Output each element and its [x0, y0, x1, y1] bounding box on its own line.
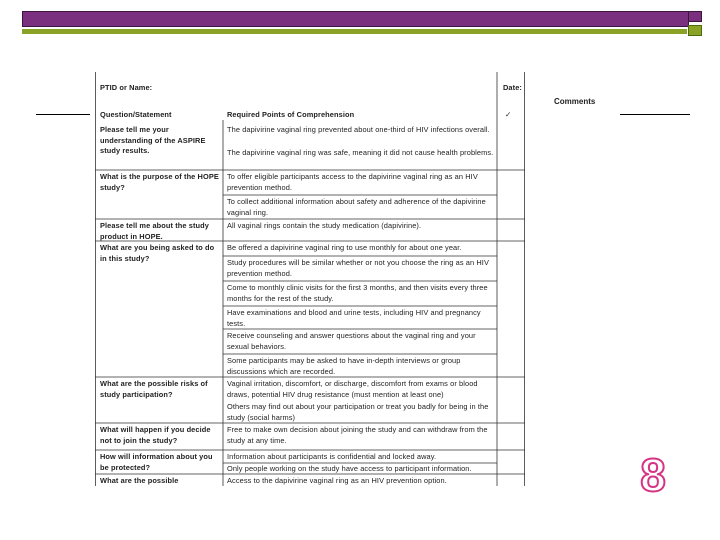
accent-line	[22, 29, 687, 34]
corner-square-top	[688, 11, 702, 22]
point-asked-3: Come to monthly clinic visits for the first 3 months, and then visits every three months for the rest of the study.	[227, 283, 488, 303]
point-asked-1: Be offered a dapivirine vaginal ring to use monthly for about one year.	[227, 243, 462, 252]
question-header: Question/Statement	[100, 110, 172, 119]
question-benefits: What are the possible	[100, 476, 179, 485]
question-asked: What are you being asked to do in this study?	[100, 243, 215, 263]
point-benefits-1: Access to the dapivirine vaginal ring as an HIV prevention option.	[227, 476, 447, 485]
point-asked-4: Have examinations and blood and urine tests, including HIV and pregnancy tests.	[227, 308, 481, 328]
left-rule	[36, 114, 90, 115]
point-purpose-1: To offer eligible participants access to the dapivirine vaginal ring as an HIV prevention method.	[227, 172, 478, 192]
title-bar	[22, 11, 689, 27]
question-product: Please tell me about the study product in HOPE.	[100, 221, 209, 241]
checkmark-icon: ✓	[505, 110, 512, 119]
point-risks-1: Vaginal irritation, discomfort, or discharge, discomfort from exams or blood draws, potential HIV drug resistance (must mention at least one)	[227, 379, 478, 399]
point-asked-6: Some participants may be asked to have in-depth interviews or group discussions which are recorded.	[227, 356, 461, 376]
point-aspire-1: The dapivirine vaginal ring prevented about one-third of HIV infections overall.	[227, 125, 490, 134]
page-number: 8	[640, 449, 666, 501]
point-product-1: All vaginal rings contain the study medication (dapivirine).	[227, 221, 422, 230]
point-protection-2: Only people working on the study have access to participant information.	[227, 464, 472, 473]
point-purpose-2: To collect additional information about safety and adherence of the dapivirine vaginal ring.	[227, 197, 486, 217]
corner-square-bottom	[688, 25, 702, 36]
points-header: Required Points of Comprehension	[227, 110, 355, 119]
right-rule	[620, 114, 690, 115]
point-protection-1: Information about participants is confidential and locked away.	[227, 452, 437, 461]
question-aspire: Please tell me your understanding of the ASPIRE study results.	[100, 125, 206, 155]
comprehension-checklist	[95, 72, 525, 486]
question-purpose: What is the purpose of the HOPE study?	[100, 172, 219, 192]
point-asked-2: Study procedures will be similar whether or not you choose the ring as an HIV prevention method.	[227, 258, 489, 278]
question-risks: What are the possible risks of study participation?	[100, 379, 208, 399]
point-asked-5: Receive counseling and answer questions about the vaginal ring and your sexual behaviors.	[227, 331, 476, 351]
question-decline: What will happen if you decide not to join the study?	[100, 425, 211, 445]
point-decline-1: Free to make own decision about joining the study and can withdraw from the study at any time.	[227, 425, 488, 445]
point-aspire-2: The dapivirine vaginal ring was safe, meaning it did not cause health problems.	[227, 148, 494, 157]
ptid-label: PTID or Name:	[100, 83, 153, 92]
point-risks-2: Others may find out about your participation or treat you badly for being in the study (social harms)	[227, 402, 489, 422]
comments-header: Comments	[554, 97, 596, 106]
question-protection: How will information about you be protected?	[100, 452, 213, 472]
date-label: Date:	[503, 83, 522, 92]
